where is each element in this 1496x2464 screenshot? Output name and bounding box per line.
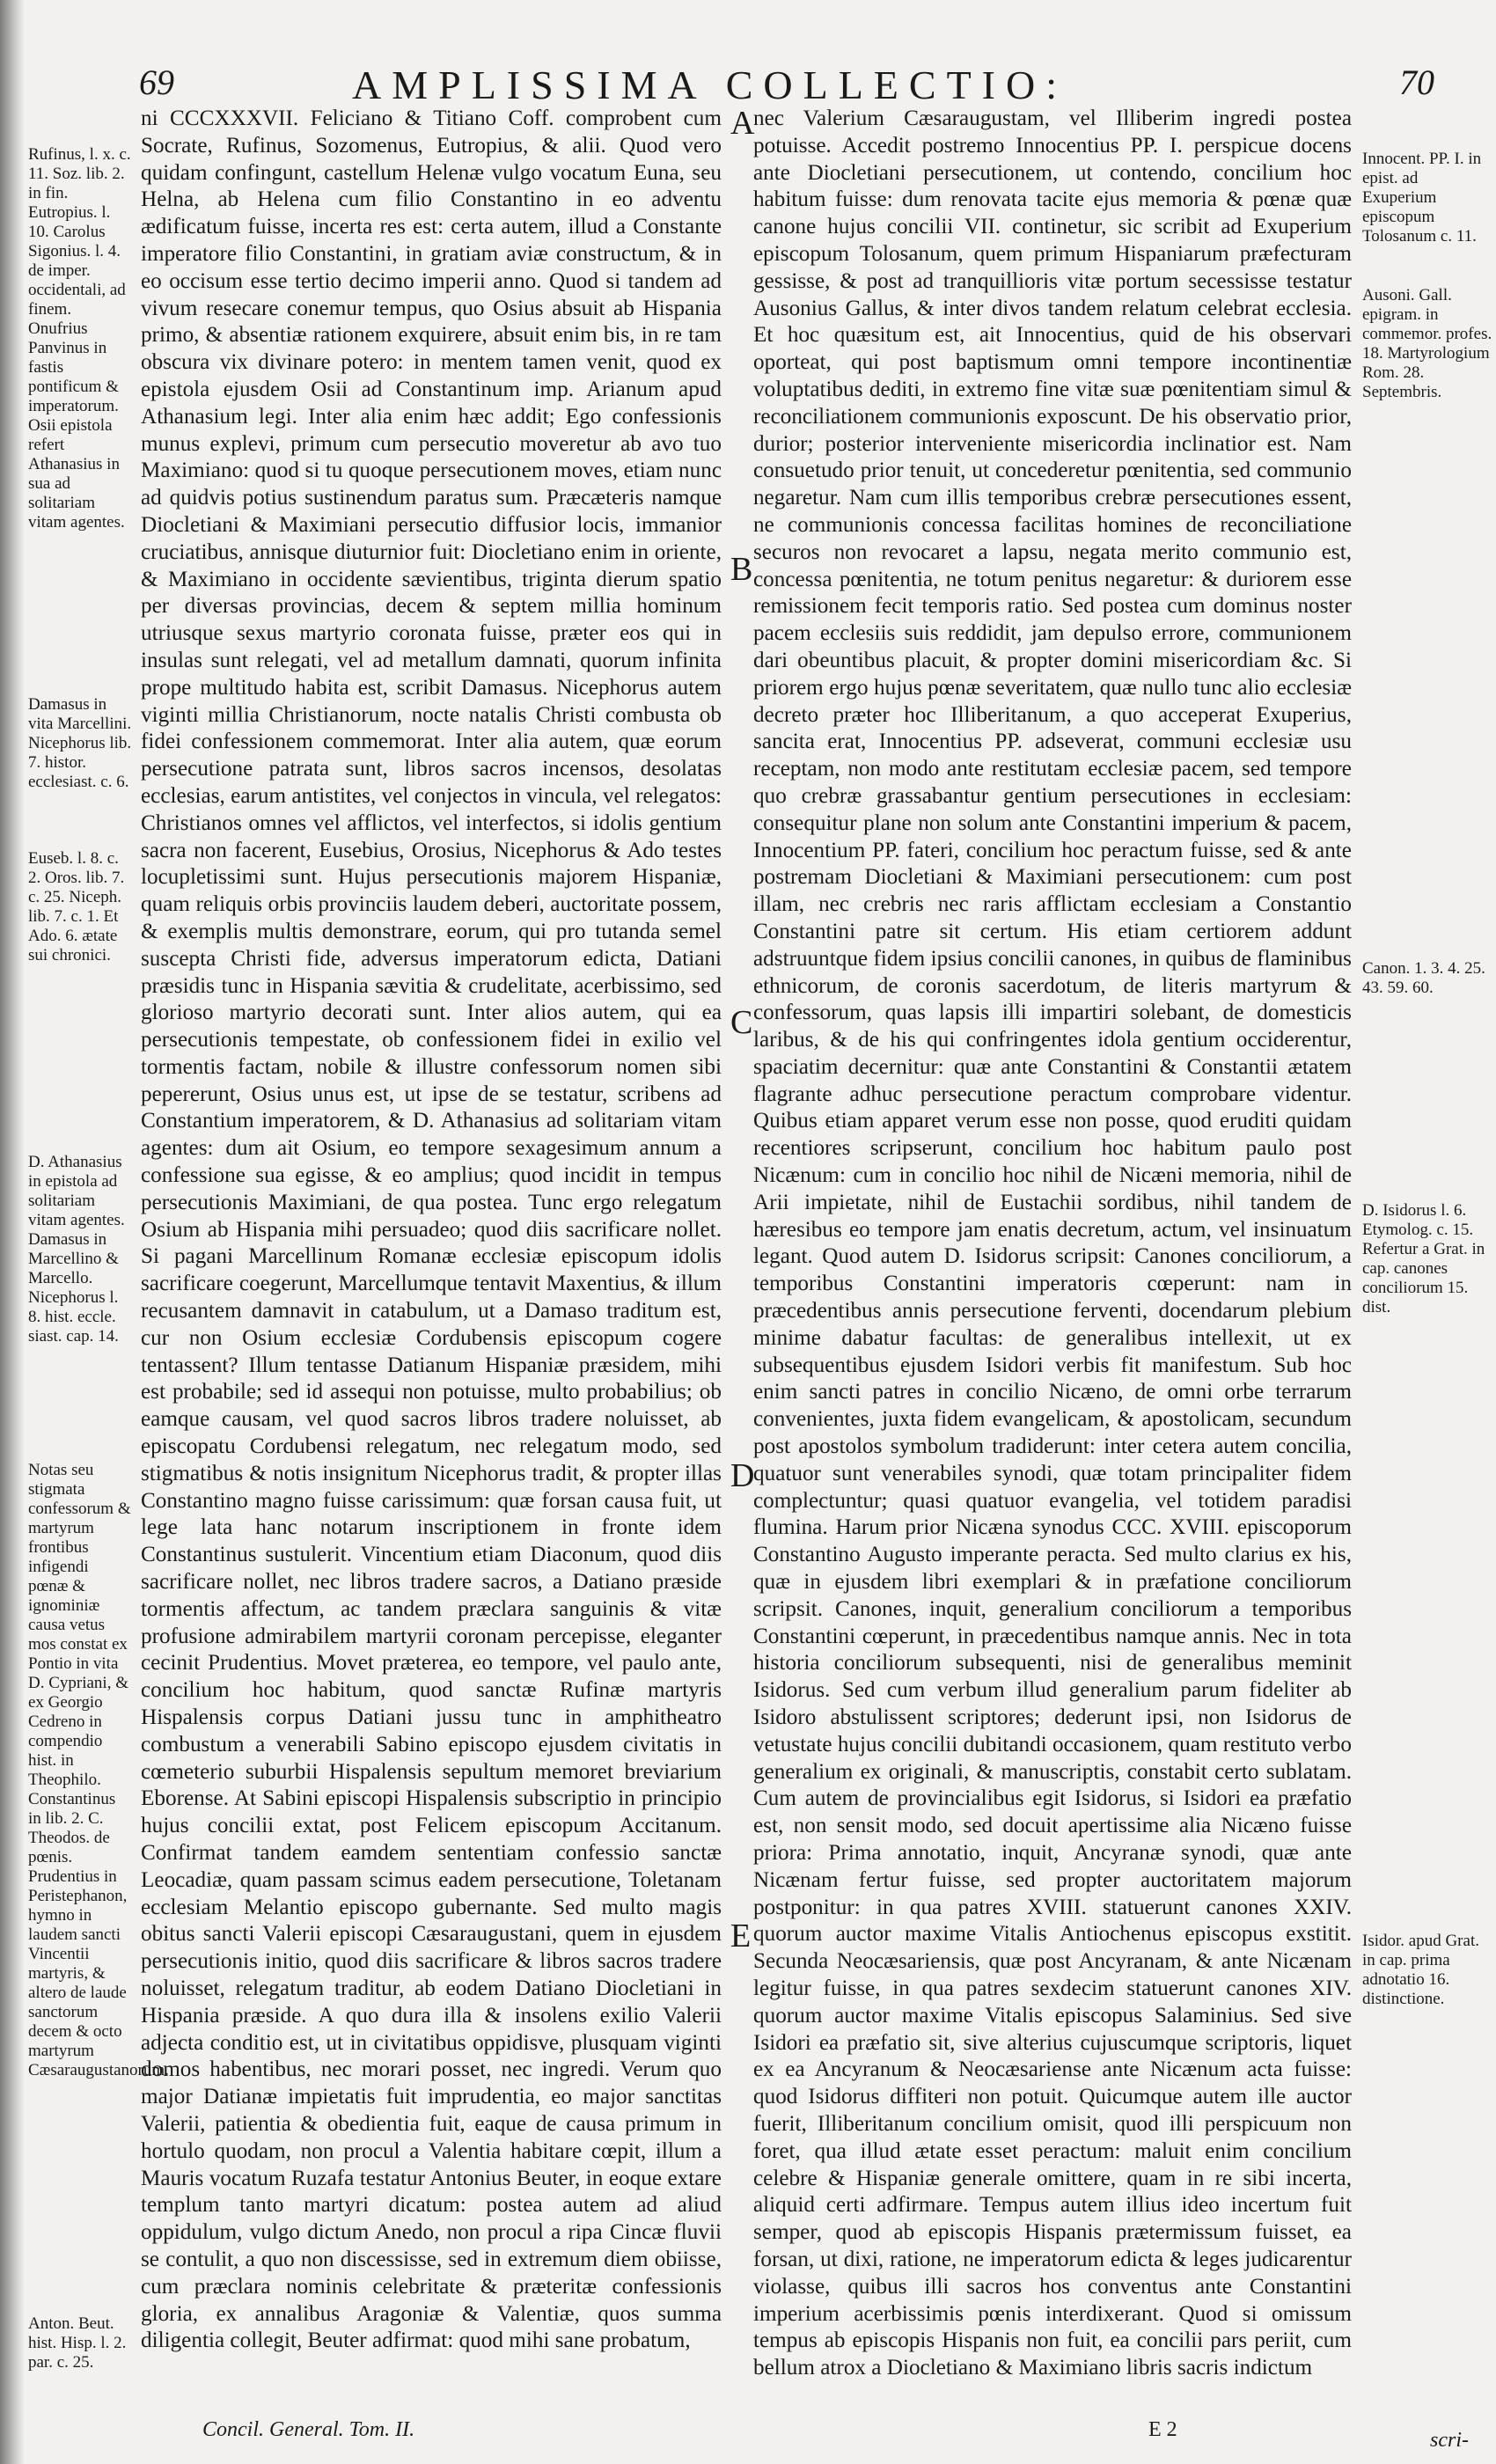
running-title: AMPLISSIMA COLLECTIO: xyxy=(352,62,1067,107)
margin-note: Isidor. apud Grat. in cap. prima adnotatio 16. distinctione. xyxy=(1362,1932,1479,2008)
page-number-left: 69 xyxy=(139,62,174,102)
left-column-text xyxy=(141,106,722,2355)
margin-note: Anton. Beut. hist. Hisp. l. 2. par. c. 25. xyxy=(28,2314,127,2372)
footer-volume-note: Concil. General. Tom. II. xyxy=(202,2418,415,2441)
margin-note: Canon. 1. 3. 4. 25. 43. 59. 60. xyxy=(1362,959,1485,997)
signature-mark: E 2 xyxy=(1148,2418,1177,2441)
right-column-paragraph: nec Valerium Cæsaraugustam, vel Illiberim ingredi postea potuisse. Accedit postremo Innocentius PP. I. perspicue docens ante Diocletiani persecutionem, ut contendo, concilium hoc habitum fuisse: dum renovata tacite ejus memoria & pœnæ quæ canone hujus concilii VII. continetur, sic scribit ad Exuperium episcopum Tolosanum, quem primum Hispaniarum præfecturam gessisse, & post ad tranquillioris vitæ portum secessisse testatur Ausonius Gallus, & inter divos tandem relatum celebrat ecclesia. Et hoc quæsitum est, ait Innocentius, quid de his observari oporteat, qui post baptismum omni tempore incontinentiæ voluptatibus dediti, in extremo fine vitæ suæ pœnitentiam simul & reconciliationem communionis exposcunt. De his observatio prior, durior; posterior interveniente misericordia inclinatior est. Nam consuetudo prior tenuit, ut concederetur pœnitentia, sed communio negaretur. Nam cum illis temporibus crebræ persecutiones essent, ne communionis concessa facilitas homines de reconciliatione securos non revocaret a lapsu, negata merito communio est, concessa pœnitentia, ne totum penitus negaretur: & duriorem esse remissionem fecit temporis ratio. Sed postea cum dominus noster pacem ecclesiis suis reddidit, jam depulso errore, communionem dari obeuntibus placuit, & propter domini misericordiam &c. Si priorem ergo hujus pœnæ severitatem, quæ nullo tunc alio ecclesiæ decreto præter hoc Illiberitanum, a quo acceperat Exuperius, sancita erat, Innocentius PP. adseverat, communi ecclesiæ usu receptam, non modo ante restitutam ecclesiæ pacem, sed tempore quo crebræ grassabantur gentium persecutiones in ecclesiam: consequitur plane non solum ante Constantini imperium & pacem, Innocentium PP. fateri, concilium hoc peractum fuisse, sed & ante postremam Diocletiani & Maximiani persecutionem: cum post illam, nec crebris nec raris afflictam ecclesiam a Constantio Constantini patre sit certum. His etiam certiorem addunt adstruuntque fidem ipsius concilii canones, in quibus de flaminibus ethnicorum, de coronis sacerdotum, de literis martyrum & confessorum, quas lapsis illi impartiri solebant, de domesticis laribus, & de his qui confringentes idola gentium occiderentur, spaciatim decernitur: quæ ante Constantini & Constantii ætatem flagrante adhuc persecutione peractum comprobare videntur. Quibus etiam apparet verum esse non posse, quod eruditi quidam recentiores scripserunt, concilium hoc habitum paulo post Nicænum: cum in concilio hoc nihil de Nicæni memoria, nihil de Arii impietate, nihil de Eustachii sordibus, nihil tandem de hæresibus eo tempore jam enatis decretum, actum, vel insinuatum legant. Quod autem D. Isidorus scripsit: Canones conciliorum, a temporibus Constantini imperatoris cœperunt: nam in præcedentibus annis persecutione ferventi, docendarum plebium minime dabatur facultas: de generalibus intellexit, ut ex subsequentibus ejusdem Isidori verbis fit manifestum. Sub hoc enim sancti patres in concilio Nicæno, de omni orbe terrarum convenientes, juxta fidem evangelicam, & apostolicam, secundum post apostolos symbolum tradiderunt: inter cetera autem concilia, quatuor sunt venerabiles synodi, quæ totam principaliter fidem complectuntur; quasi quatuor evangelia, vel totidem paradisi flumina. Harum prior Nicæna synodus CCC. XVIII. episcoporum Constantino Augusto imperante peracta. Sed multo clarius ex his, quæ in ejusdem libri exemplari & in præfatione conciliorum scripsit. Canones, inquit, generalium conciliorum a temporibus Constantini cœperunt, in præcedentibus namque annis. Nec in tota historia conciliorum subsequenti, nisi de generalibus meminit Isidorus. Sed cum verbum illud generalium parum fideliter ab Isidoro abstulissent scriptores; dederunt ipsi, non Isidorus de vetustate hujus concilii dubitandi occasionem, quam restituto verbo generalium ex originali, & manuscriptis, constabit certo sublatam. Cum autem de provincialibus egit Isidorus, si Isidori ea præfatio est, non sensit modo, sed docuit apertissime alia Nicæno fuisse priora: Prima annotatio, inquit, Ancyranæ synodi, quæ ante Nicænam fertur fuisse, sed propter auctoritatem majorum postponitur: in qua patres XVIII. statuerunt canones XXIV. quorum auctor maxime Vitalis Antiochenus episcopus exstitit. Secunda Neocæsariensis, quæ post Ancyranam, & ante Nicænam legitur fuisse, in qua patres sexdecim statuerunt canones XIV. quorum auctor maxime Vitalis episcopus Salaminius. Sed sive Isidori ea præfatio sit, sive alterius cujuscumque scriptoris, liquet ex ea Ancyranum & Neocæsariense ante Nicænum acta fuisse: quod Isidorus diffiteri non potuit. Quicumque autem ille auctor fuerit, Illiberitanum concilium omisit, quod illi perspicuum non foret, qua illud ætate esset peractum: maluit enim concilium celebre & Hispaniæ generale omittere, quam in re sibi incerta, aliquid certi adfirmare. Tempus autem illius ideo incertum fuit semper, quod ab episcopis Hispanis prætermissum fuisset, ea forsan, ut dixi, ratione, ne imperatorum edicta & leges judicarentur violasse, quibus illi sacros hos conventus ante Constantini imperium acerbissimis pœnis interdixerant. Quod si omissum tempus ab episcopis Hispanis non fuit, ea concilii pars periit, cum bellum atrox a Diocletiano & Maximiano libris sacris indictum xyxy=(753,106,1352,2380)
page-gutter-shadow xyxy=(0,0,25,2464)
section-letter-c: C xyxy=(730,1004,753,1041)
margin-note: Euseb. l. 8. c. 2. Oros. lib. 7. c. 25. Niceph. lib. 7. c. 1. Et Ado. 6. ætate sui chronici. xyxy=(28,849,125,964)
catchword: scri- xyxy=(1430,2429,1469,2452)
margin-note: Rufinus, l. x. c. 11. Soz. lib. 2. in fin. Eutropius. l. 10. Carolus Sigonius. l. 4. de imper. occidentali, ad finem. Onufrius Panvinus in fastis pontificum & imperatorum. Osii epistola refert Athanasius in sua ad solitariam vitam agentes. xyxy=(28,145,131,532)
margin-note: Notas seu stigmata confessorum & martyrum frontibus infigendi pœnæ & ignominiæ causa vetus mos constat ex Pontio in vita D. Cypriani, & ex Georgio Cedreno in compendio hist. in Theophilo. Constantinus in lib. 2. C. Theodos. de pœnis. Prudentius in Peristephanon, hymno in laudem sancti Vincentii martyris, & altero de laude sanctorum decem & octo martyrum Cæsaraugustanorum. xyxy=(28,1461,169,2079)
section-letter-a: A xyxy=(730,105,755,142)
margin-note: Damasus in vita Marcellini. Nicephorus lib. 7. histor. ecclesiast. c. 6. xyxy=(28,695,132,791)
left-column-paragraph: ni CCCXXXVII. Feliciano & Titiano Coff. comprobent cum Socrate, Rufinus, Sozomenus, Eutropius, & alii. Quod vero quidam confingunt, castellum Helenæ vulgo vocatum Euna, seu Helna, ab Helena cum filio Constantino in eo adventu ædificatum fuisse, incerta res est: certa autem, illud a Constante imperatore filio Constantini, in gratiam aviæ constructum, & in eo occisum esse tertio decimo imperii anno. Quod si tandem ad vivum resecare conemur tempus, quo Osius absuit ab Hispania primo, & absentiæ rationem exquirere, absuit enim bis, in re tam obscura vix divinare potero: in mentem tamen venit, quod ex epistola ejusdem Osii ad Constantinum imp. Arianum apud Athanasium legi. Inter alia enim hæc addit; Ego confessionis munus explevi, primum cum persecutio moveretur ab avo tuo Maximiano: quod si tu quoque persecutionem moves, etiam nunc ad quidvis potius sustinendum paratus sum. Præcæteris namque Diocletiani & Maximiani persecutio diffusior locis, immanior cruciatibus, annisque diuturnior fuit: Diocletiano enim in oriente, & Maximiano in occidente sævientibus, triginta dierum spatio per diversas provincias, decem & septem millia hominum utriusque sexus martyrio coronata fuisse, præter eos qui in insulas sunt relegati, vel ad metallum damnati, quorum infinita prope multitudo habita est, scribit Damasus. Nicephorus autem viginti millia Christianorum, nocte natalis Christi combusta ob fidei confessionem commemorat. Inter alia autem, quæ eorum persecutione patrata sunt, libros sacros incensos, desolatas ecclesias, earum antistites, vel conjectos in vincula, vel relegatos: Christianos omnes vel afflictos, vel interfectos, si idolis gentium sacra non facerent, Eusebius, Orosius, Nicephorus & Ado testes locupletissimi sunt. Hujus persecutionis majorem Hispaniæ, quam reliquis orbis provinciis laudem deberi, auctoritate possem, & exemplis multis demonstrare, eorum, qui pro tutanda semel suscepta Christi fide, adversus imperatorum edicta, Datiani præsidis tunc in Hispania sævitia & crudelitate, acerbissimo, sed glorioso martyrio decorati sunt. Inter alios autem, qui ea persecutionis tempestate, ob confessionem fidei in exilio vel tormentis factam, nobile & illustre confessorum nomen sibi pepererunt, Osius unus est, ut ipse de se testatur, scribens ad Constantium imperatorem, & D. Athanasius ad solitariam vitam agentes: dum ait Osium, eo tempore sexagesimum annum a confessione sua egisse, & eo amplius; quod incidit in tempus persecutionis Maximiani, de qua postea. Tunc ergo relegatum Osium ab Hispania mihi persuadeo; quod diis sacrificare nollet. Si pagani Marcellinum Romanæ ecclesiæ episcopum idolis sacrificare coegerunt, Marcellumque tentavit Maxentius, & illum recusantem damnavit in catabulum, ut a Damaso traditum est, cur non Osium ecclesiæ Cordubensis episcopum cogere tentassent? Illum tentasse Datianum Hispaniæ præsidem, mihi est probabile; sed id assequi non potuisse, multo probabilius; ob eamque causam, vel quod sacros libros tradere noluisset, ab episcopatu Cordubensi relegatum, nec relegatum modo, sed stigmatibus & notis insignitum Nicephorus tradit, & propter illas Constantino magno fuisse carissimum: quæ forsan causa fuit, ut lege lata hanc notarum inscriptionem in fronte idem Constantinus sustulerit. Vincentium etiam Diaconum, quod diis sacrificare nollet, nec libros tradere sacros, a Datiano præside tormentis affectum, ac tandem præclara sanguinis & vitæ profusione admirabilem martyrii coronam percepisse, eleganter cecinit Prudentius. Movet præterea, eo tempore, vel paulo ante, concilium hoc habitum, quod sanctæ Rufinæ martyris Hispalensis corpus Datiani jussu tunc in amphitheatro combustum a venerabili Sabino episcopo ejusdem civitatis in cœmeterio suburbii Hispalensis sepultum memoret breviarium Eborense. At Sabini episcopi Hispalensis subscriptio in principio hujus concilii extat, post Felicem episcopum Accitanum. Confirmat tandem eamdem sententiam confessio sanctæ Leocadiæ, quam passam scimus eadem persecutione, Toletanam ecclesiam Melantio episcopo gubernante. Sed multo magis obitus sancti Valerii episcopi Cæsaraugustani, quem in ejusdem persecutionis initio, quod diis sacrificare & libros sacros tradere noluisset, relegatum traditur, ab eodem Datiano Diocletiani in Hispania præside. A quo dura illa & insolens exilio Valerii adjecta conditio est, ut in civitatibus oppidisve, plusquam viginti domos habentibus, nec morari posset, nec ingredi. Verum quo major Datianæ impietatis fuit imprudentia, eo major sanctitas Valerii, patientia & obedientia fuit, eaque de causa primum in hortulo quodam, non procul a Valentia habitare cœpit, illum a Mauris vocatum Ruzafa testatur Antonius Beuter, in eoque extare templum tanto martyri dicatum: postea autem ad aliud oppidulum, vulgo dictum Anedo, non procul a ripa Cincæ fluvii se contulit, a quo non discessisse, sed in extremum diem obiisse, cum præclara nominis celebritate & præteritæ confessionis gloria, ex annalibus Aragoniæ & Valentiæ, quos summa diligentia collegit, Beuter adfirmat: quod mihi sane probatum, xyxy=(141,106,722,2353)
margin-note: Innocent. PP. I. in epist. ad Exuperium episcopum Tolosanum c. 11. xyxy=(1362,150,1482,246)
section-letter-d: D xyxy=(730,1457,755,1494)
right-column-text xyxy=(753,106,1352,2382)
margin-note: D. Isidorus l. 6. Etymolog. c. 15. Refertur a Grat. in cap. canones conciliorum 15. dist. xyxy=(1362,1201,1485,1316)
section-letter-b: B xyxy=(730,551,753,588)
section-letter-e: E xyxy=(730,1918,752,1954)
margin-note: D. Athanasius in epistola ad solitariam vitam agentes. Damasus in Marcellino & Marcello. Nicephorus l. 8. hist. eccle. siast. cap. 14. xyxy=(28,1153,125,1346)
margin-note: Ausoni. Gall. epigram. in commemor. profes. 18. Martyrologium Rom. 28. Septembris. xyxy=(1362,286,1492,401)
page-number-right: 70 xyxy=(1399,62,1434,102)
